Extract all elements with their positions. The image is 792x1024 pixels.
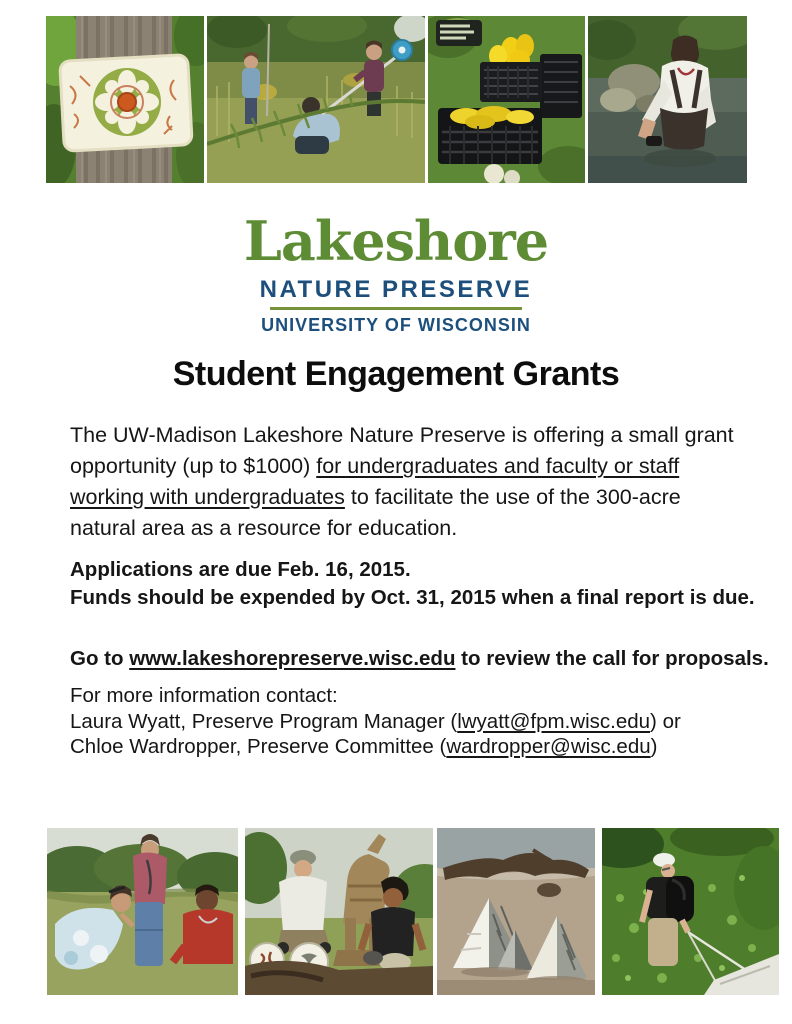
deadlines-block [70, 556, 755, 611]
vegetation-survey-photo [602, 828, 779, 995]
clay-sculpture-photo [245, 828, 433, 995]
contact-person-1: Laura Wyatt, Preserve Program Manager (lwyatt@fpm.wisc.edu) or [70, 709, 681, 733]
logo-wordmark: Lakeshore [243, 209, 549, 273]
squash-harvest-illustration [428, 16, 585, 183]
logo-divider-rule [270, 307, 522, 310]
page-title: Student Engagement Grants [172, 355, 620, 393]
funds-expended-line: Funds should be expended by Oct. 31, 2015 when a final report is due. [70, 585, 755, 609]
beach-pyramids-illustration [437, 828, 595, 995]
logo-nature-preserve: NATURE PRESERVE [259, 276, 533, 303]
prairie-fieldwork-illustration [207, 16, 425, 183]
clay-sculpture-illustration [245, 828, 433, 995]
intro-line-1: The UW-Madison Lakeshore Nature Preserve is offering a small grant [70, 423, 734, 447]
contact-block [70, 683, 732, 760]
prairie-fieldwork-photo [207, 16, 425, 183]
proposals-line: Go to www.lakeshorepreserve.wisc.edu to review the call for proposals. [70, 647, 769, 670]
underlined-eligibility-text-cont: working with undergraduates [70, 485, 345, 509]
preserve-website-link[interactable]: www.lakeshorepreserve.wisc.edu [129, 647, 456, 670]
field-group-illustration [47, 828, 238, 995]
intro-paragraph [70, 420, 732, 544]
contact-person-2: Chloe Wardropper, Preserve Committee (wardropper@wisc.edu) [70, 735, 658, 758]
proposals-block [70, 645, 769, 672]
applications-due-line: Applications are due Feb. 16, 2015. [70, 558, 411, 581]
logo-university: UNIVERSITY OF WISCONSIN [261, 315, 531, 335]
underlined-eligibility-text: for undergraduates and faculty or staff [316, 454, 680, 478]
lwyatt-email-link[interactable]: lwyatt@fpm.wisc.edu [457, 709, 651, 733]
intro-line-2: opportunity (up to $1000) for undergraduates and faculty or staff [70, 454, 680, 478]
stream-sampling-photo [588, 16, 747, 183]
field-group-photo [47, 828, 238, 995]
tree-art-illustration [46, 16, 204, 183]
intro-line-4: natural area as a resource for education. [70, 516, 458, 540]
vegetation-survey-illustration [602, 828, 779, 995]
beach-pyramids-photo [437, 828, 595, 995]
squash-harvest-photo [428, 16, 585, 183]
tree-art-photo [46, 16, 204, 183]
stream-sampling-illustration [588, 16, 747, 183]
intro-line-3: working with undergraduates to facilitate the use of the 300-acre [70, 485, 681, 509]
wardropper-email-link[interactable]: wardropper@wisc.edu [446, 735, 651, 758]
contact-heading: For more information contact: [70, 684, 338, 707]
